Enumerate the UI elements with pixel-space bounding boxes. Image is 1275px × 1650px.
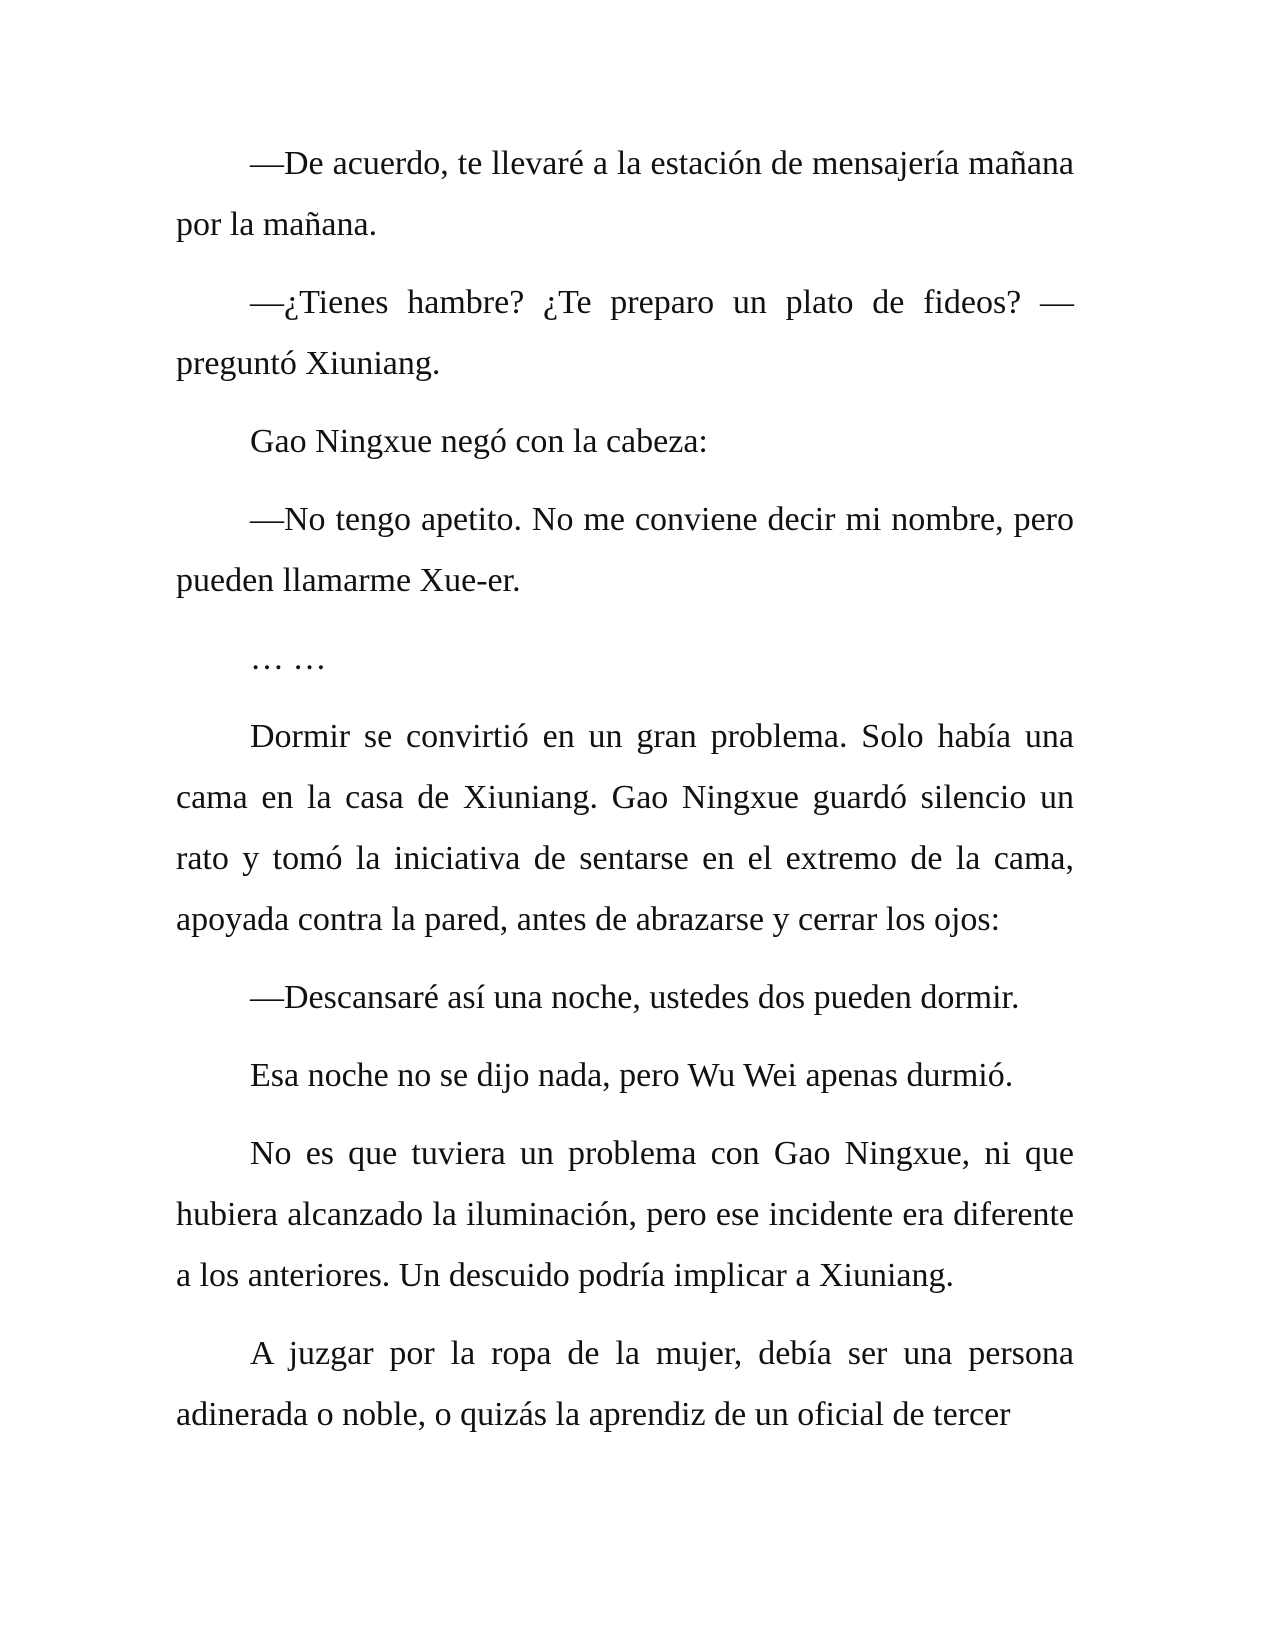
paragraph-1: —De acuerdo, te llevaré a la estación de mensajería mañana por la mañana.: [176, 145, 1074, 243]
body-text: [176, 133, 1074, 1445]
paragraph-7: Esa noche no se dijo nada, pero Wu Wei apenas durmió.: [250, 1057, 1014, 1094]
paragraph-5: Dormir se convirtió en un gran problema. Solo había una cama en la casa de Xiuniang. Gao Ningxue guardó silencio un rato y tomó la iniciativa de sentarse en el extremo de la cama, apoyada contra la pared, antes de abrazarse y cerrar los ojos:: [176, 718, 1074, 938]
paragraph-9: A juzgar por la ropa de la mujer, debía ser una persona adinerada o noble, o quizás la aprendiz de un oficial de tercer: [176, 1335, 1074, 1433]
paragraph-2: —¿Tienes hambre? ¿Te preparo un plato de fideos? —preguntó Xiuniang.: [176, 284, 1074, 382]
paragraph-4: —No tengo apetito. No me conviene decir mi nombre, pero pueden llamarme Xue-er.: [176, 501, 1074, 599]
paragraph-3: Gao Ningxue negó con la cabeza:: [250, 423, 708, 460]
scene-break: … …: [250, 640, 327, 677]
paragraph-8: No es que tuviera un problema con Gao Ningxue, ni que hubiera alcanzado la iluminación, pero ese incidente era diferente a los anteriores. Un descuido podría implicar a Xiuniang.: [176, 1135, 1074, 1294]
paragraph-6: —Descansaré así una noche, ustedes dos pueden dormir.: [250, 979, 1020, 1016]
